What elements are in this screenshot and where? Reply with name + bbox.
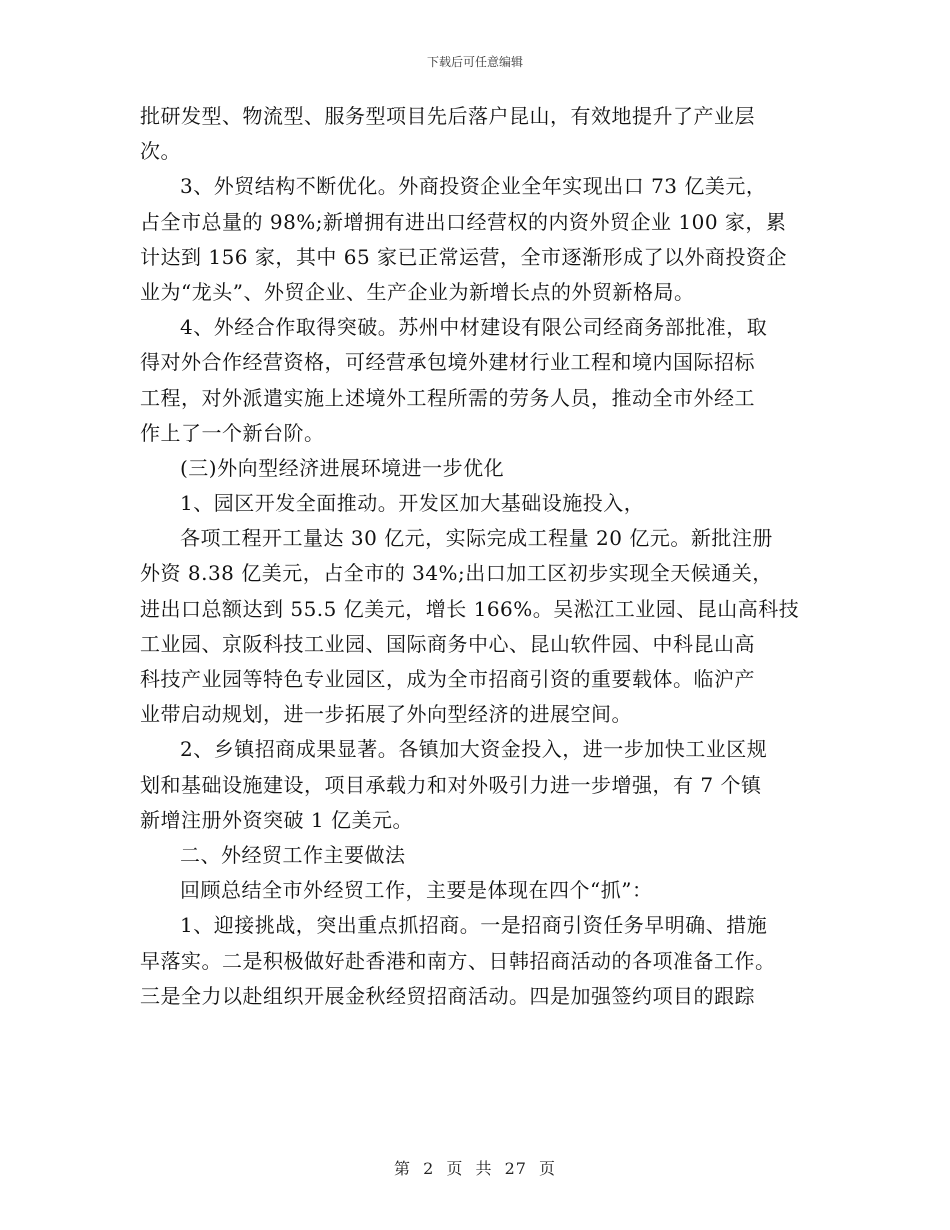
body-line: 各项工程开工量达 30 亿元，实际完成工程量 20 亿元。新批注册 bbox=[180, 526, 773, 551]
body-line: 新增注册外资突破 1 亿美元。 bbox=[140, 807, 413, 832]
body-line: 2、乡镇招商成果显著。各镇加大资金投入，进一步加快工业区规 bbox=[180, 737, 768, 762]
body-line: 计达到 156 家，其中 65 家已正常运营，全市逐渐形成了以外商投资企 bbox=[140, 244, 788, 269]
body-line: 进出口总额达到 55.5 亿美元，增长 166%。吴淞江工业园、昆山高科技 bbox=[140, 596, 800, 621]
body-line: 次。 bbox=[140, 139, 181, 164]
footer-middle: 页 bbox=[446, 1159, 464, 1178]
section-heading: 二、外经贸工作主要做法 bbox=[180, 842, 406, 867]
body-line: 工业园、京阪科技工业园、国际商务中心、昆山软件园、中科昆山高 bbox=[140, 631, 755, 656]
total-pages: 27 bbox=[504, 1159, 527, 1178]
body-line: 科技产业园等特色专业园区，成为全市招商引资的重要载体。临沪产 bbox=[140, 667, 755, 691]
body-line: 作上了一个新台阶。 bbox=[140, 420, 325, 445]
body-line: 得对外合作经营资格，可经营承包境外建材行业工程和境内国际招标 bbox=[140, 350, 755, 375]
body-line: 回顾总结全市外经贸工作，主要是体现在四个“抓”： bbox=[180, 878, 653, 903]
body-line: 3、外贸结构不断优化。外商投资企业全年实现出口 73 亿美元， bbox=[180, 174, 767, 199]
body-line: 工程，对外派遣实施上述境外工程所需的劳务人员，推动全市外经工 bbox=[140, 385, 755, 410]
body-line: 外资 8.38 亿美元，占全市的 34%;出口加工区初步实现全天候通关， bbox=[140, 561, 773, 586]
footer-total-label: 共 bbox=[475, 1159, 493, 1178]
page-footer bbox=[0, 1156, 950, 1179]
footer-prefix: 第 bbox=[393, 1159, 411, 1178]
page-number: 2 bbox=[423, 1159, 435, 1178]
body-line: 1、迎接挑战，突出重点抓招商。一是招商引资任务早明确、措施 bbox=[180, 913, 768, 938]
body-line: 划和基础设施建设，项目承载力和对外吸引力进一步增强，有 7 个镇 bbox=[140, 772, 762, 797]
body-line: 4、外经合作取得突破。苏州中材建设有限公司经商务部批准，取 bbox=[180, 315, 768, 340]
body-line: 业为“龙头”、外贸企业、生产企业为新增长点的外贸新格局。 bbox=[140, 279, 695, 304]
page-header: 下载后可任意编辑 bbox=[426, 55, 523, 69]
body-line: 早落实。二是积极做好赴香港和南方、日韩招商活动的各项准备工作。 bbox=[140, 948, 776, 973]
section-heading: (三)外向型经济进展环境进一步优化 bbox=[180, 455, 505, 480]
body-line: 批研发型、物流型、服务型项目先后落户昆山，有效地提升了产业层 bbox=[140, 104, 755, 128]
footer-suffix: 页 bbox=[539, 1159, 557, 1178]
body-line: 1、园区开发全面推动。开发区加大基础设施投入， bbox=[180, 491, 645, 516]
body-line: 占全市总量的 98%;新增拥有进出口经营权的内资外贸企业 100 家，累 bbox=[140, 209, 787, 234]
body-line: 业带启动规划，进一步拓展了外向型经济的进展空间。 bbox=[140, 702, 632, 727]
document-body bbox=[140, 106, 812, 1021]
body-line: 三是全力以赴组织开展金秋经贸招商活动。四是加强签约项目的跟踪 bbox=[140, 983, 755, 1008]
